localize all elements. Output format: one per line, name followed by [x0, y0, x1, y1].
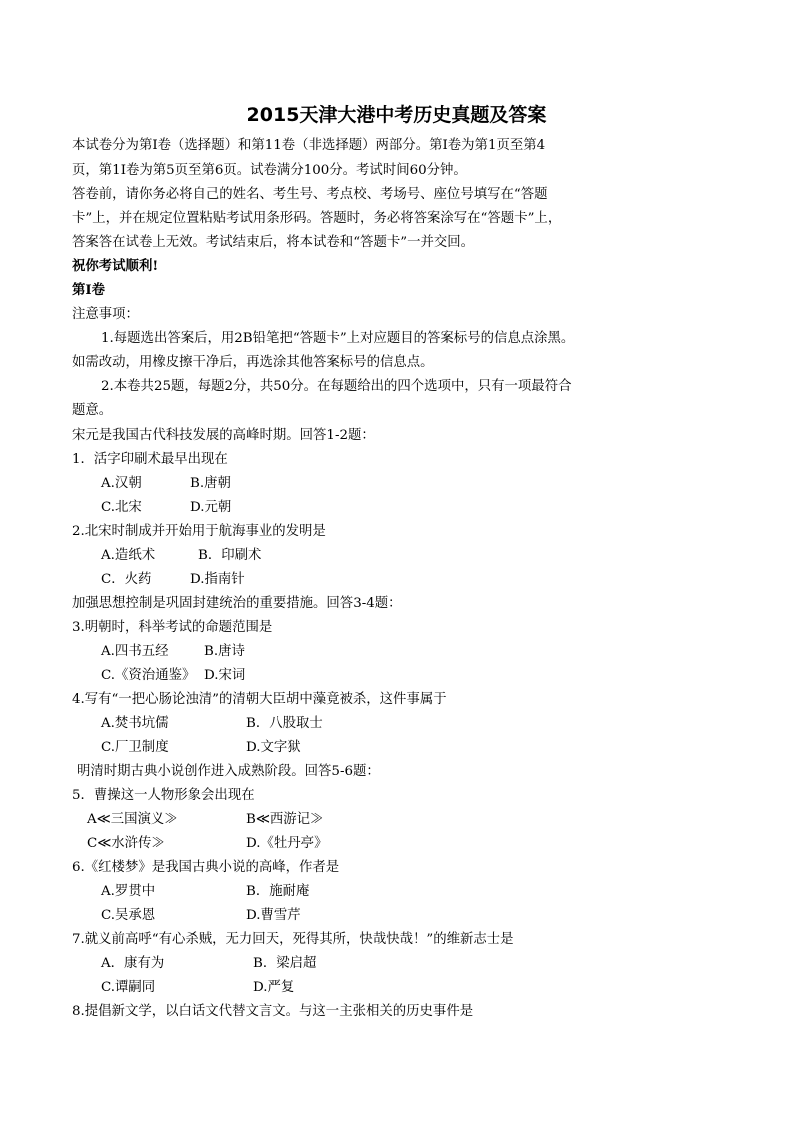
option-d: D.《牡丹亭》 — [246, 836, 328, 851]
option-c: C.《资治通鉴》 — [101, 668, 196, 683]
option-a: A．康有为 — [101, 956, 165, 971]
option-a: A.造纸术 — [101, 548, 156, 563]
option-b: B．施耐庵 — [246, 884, 310, 899]
question-stem: 6.《红楼梦》是我国古典小说的高峰，作者是 — [72, 860, 340, 875]
option-b: B．梁启超 — [253, 956, 317, 971]
option-d: D.严复 — [253, 980, 295, 995]
option-b: B．八股取士 — [246, 716, 323, 731]
option-a: A≪三国演义≫ — [87, 812, 178, 827]
question-stem: 4.写有“一把心肠论浊清”的清朝大臣胡中藻竟被杀，这件事属于 — [72, 692, 447, 707]
intro-line: 答卷前，请你务必将自己的姓名、考生号、考点校、考场号、座位号填写在“答题 — [72, 187, 548, 202]
note-line: 题意。 — [72, 403, 113, 418]
option-a: A.罗贯中 — [101, 884, 156, 899]
group-lead: 加强思想控制是巩固封建统治的重要措施。回答3-4题： — [72, 596, 402, 611]
option-d: D.文字狱 — [246, 740, 301, 755]
option-b: B.唐诗 — [204, 644, 245, 659]
page-title: 2015天津大港中考历史真题及答案 — [246, 104, 547, 126]
option-b: B．印刷术 — [198, 548, 262, 563]
option-c: C．火药 — [101, 572, 152, 587]
option-d: D.宋词 — [204, 668, 246, 683]
notes-heading: 注意事项： — [72, 307, 139, 322]
question-stem: 7.就义前高呼“有心杀贼，无力回天，死得其所，快哉快哉！”的维新志士是 — [72, 932, 514, 947]
group-lead: 明清时期古典小说创作进入成熟阶段。回答5-6题： — [77, 764, 380, 779]
option-d: D.元朝 — [190, 500, 232, 515]
option-c: C.吴承恩 — [101, 908, 156, 923]
section-heading: 第Ⅰ卷 — [72, 282, 106, 298]
option-b: B≪西游记≫ — [246, 812, 324, 827]
option-a: A.汉朝 — [101, 476, 142, 491]
option-c: C.厂卫制度 — [101, 740, 169, 755]
option-c: C≪水浒传≫ — [87, 836, 165, 851]
note-line: 如需改动，用橡皮擦干净后，再选涂其他答案标号的信息点。 — [72, 355, 434, 370]
intro-line: 答案答在试卷上无效。考试结束后，将本试卷和“答题卡”一并交回。 — [72, 235, 475, 250]
option-b: B.唐朝 — [190, 476, 231, 491]
group-lead: 宋元是我国古代科技发展的高峰时期。回答1-2题： — [72, 428, 375, 443]
intro-line: 祝你考试顺利! — [72, 258, 159, 274]
question-stem: 3.明朝时，科举考试的命题范围是 — [72, 620, 273, 635]
question-stem: 5．曹操这一人物形象会出现在 — [72, 788, 255, 803]
intro-line: 卡”上，并在规定位置粘贴考试用条形码。答题时，务必将答案涂写在“答题卡”上， — [72, 211, 562, 226]
intro-line: 页，第1I卷为第5页至第6页。试卷满分100分。考试时间60分钟。 — [72, 163, 467, 178]
question-stem: 2.北宋时制成并开始用于航海事业的发明是 — [72, 524, 326, 539]
question-stem: 8.提倡新文学，以白话文代替文言文。与这一主张相关的历史事件是 — [72, 1004, 474, 1019]
option-c: C.谭嗣同 — [101, 980, 156, 995]
option-d: D.指南针 — [190, 572, 245, 587]
note-line: 1.每题选出答案后，用2B铅笔把“答题卡”上对应题目的答案标号的信息点涂黑。 — [101, 331, 575, 346]
option-a: A.四书五经 — [101, 644, 169, 659]
option-c: C.北宋 — [101, 500, 142, 515]
question-stem: 1．活字印刷术最早出现在 — [72, 452, 228, 467]
note-line: 2.本卷共25题，每题2分，共50分。在每题给出的四个选项中，只有一项最符合 — [101, 379, 572, 394]
intro-line: 本试卷分为第Ⅰ卷（选择题）和第11卷（非选择题）两部分。第Ⅰ卷为第1页至第4 — [72, 138, 546, 153]
option-d: D.曹雪芹 — [246, 908, 301, 923]
option-a: A.焚书坑儒 — [101, 716, 169, 731]
